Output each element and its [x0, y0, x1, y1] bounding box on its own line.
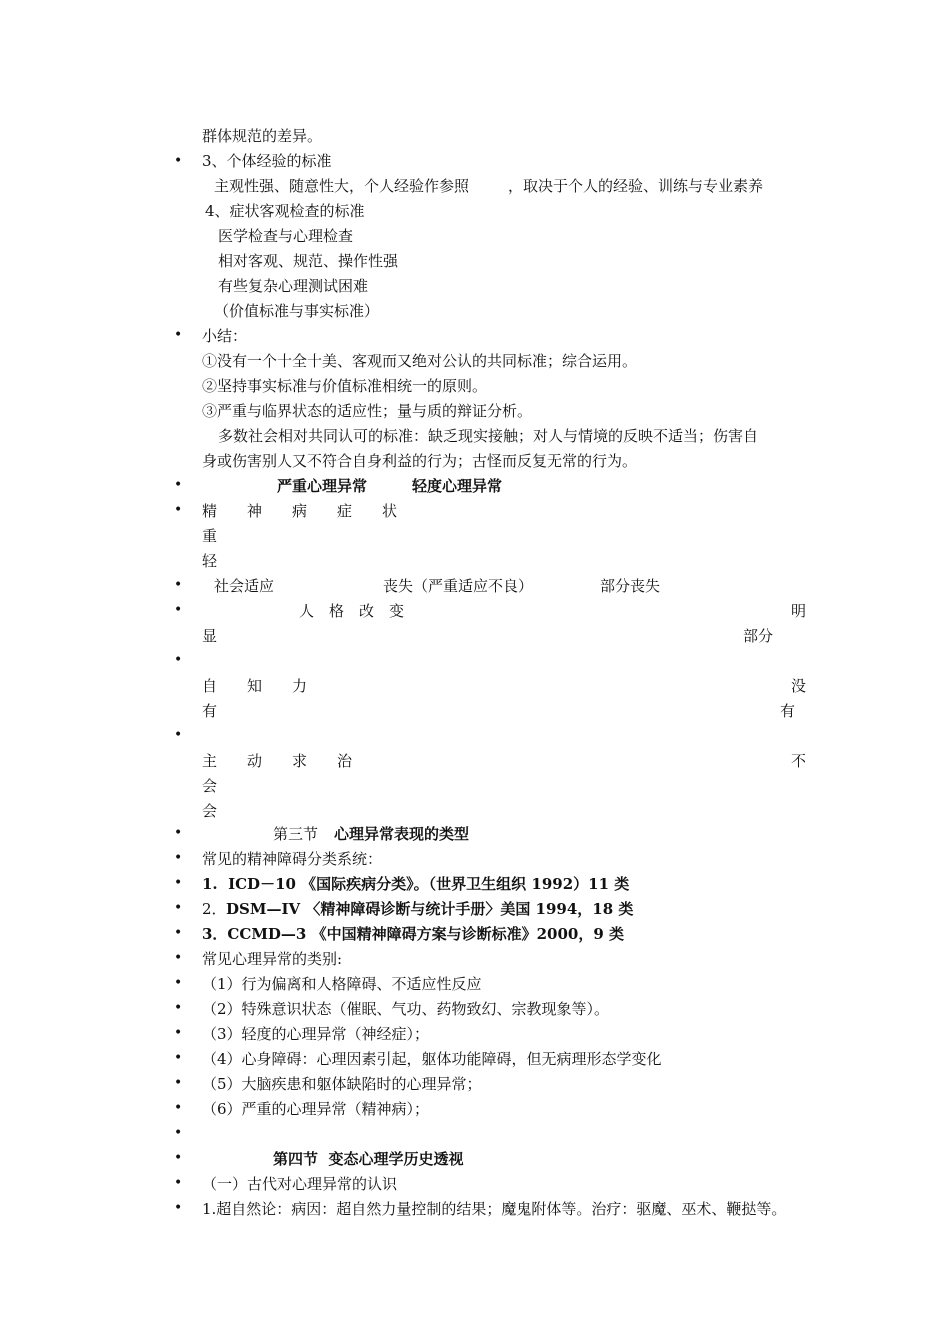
- bullet-marker: •: [174, 1025, 183, 1041]
- list-item: （2）特殊意识状态（催眠、气功、药物致幻、宗教现象等）。: [202, 1000, 610, 1018]
- list-item: （3）轻度的心理异常（神经症）；: [202, 1025, 430, 1043]
- table-cell: 丧失（严重适应不良）: [383, 577, 534, 595]
- table-row-label: 自 知 力: [202, 677, 308, 695]
- text-line: 1.超自然论：病因：超自然力量控制的结果；魔鬼附体等。治疗：驱魔、巫术、鞭挞等。: [202, 1200, 787, 1218]
- bullet-marker: •: [174, 577, 183, 593]
- bullet-marker: •: [174, 502, 183, 518]
- list-item: （1）行为偏离和人格障碍、不适应性反应: [202, 975, 482, 993]
- bullet-marker: •: [174, 727, 183, 743]
- text-line: 身或伤害别人又不符合自身利益的行为；古怪而反复无常的行为。: [202, 452, 638, 470]
- classification-icd: 1. ICD－10 《国际疾病分类》。（世界卫生组织 1992）11 类: [202, 875, 630, 893]
- table-cell: 部分: [743, 627, 774, 645]
- summary-point-2: ②坚持事实标准与价值标准相统一的原则。: [202, 377, 488, 395]
- table-cell: 会: [202, 777, 218, 795]
- bullet-marker: •: [174, 850, 183, 866]
- table-header-mild: 轻度心理异常: [412, 477, 503, 495]
- classification-dsm-number: 2．: [202, 900, 227, 918]
- text-line: （价值标准与事实标准）: [214, 302, 380, 320]
- table-cell: 显: [202, 627, 218, 645]
- table-cell: 有: [780, 702, 796, 720]
- bullet-marker: •: [174, 1150, 183, 1166]
- text-line: 常见的精神障碍分类系统：: [202, 850, 383, 868]
- text-line: 常见心理异常的类别:: [202, 950, 343, 968]
- table-cell: 轻: [202, 552, 218, 570]
- table-cell: 没: [791, 677, 807, 695]
- text-line: 群体规范的差异。: [202, 127, 323, 145]
- table-cell: 部分丧失: [600, 577, 661, 595]
- table-row-label: 社会适应: [214, 577, 275, 595]
- table-cell: 明: [791, 602, 807, 620]
- heading-individual-experience: 3、个体经验的标准: [202, 152, 332, 170]
- heading-symptom-check: 4、症状客观检查的标准: [205, 202, 365, 220]
- bullet-marker: •: [174, 1175, 183, 1191]
- bullet-marker: •: [174, 900, 183, 916]
- bullet-marker: •: [174, 1200, 183, 1216]
- bullet-marker: •: [174, 1100, 183, 1116]
- table-cell: 会: [202, 802, 218, 820]
- bullet-marker: •: [174, 925, 183, 941]
- table-header-severe: 严重心理异常: [277, 477, 368, 495]
- bullet-marker: •: [174, 1075, 183, 1091]
- bullet-marker: •: [174, 975, 183, 991]
- bullet-marker: •: [174, 875, 183, 891]
- section-3-title: 心理异常表现的类型: [334, 825, 470, 843]
- text-line: 有些复杂心理测试困难: [218, 277, 369, 295]
- table-row-label: 人 格 改 变: [299, 602, 405, 620]
- bullet-marker: •: [174, 477, 183, 493]
- text-line: 多数社会相对共同认可的标准：缺乏现实接触；对人与情境的反映不适当；伤害自: [218, 427, 759, 445]
- list-item: （5）大脑疾患和躯体缺陷时的心理异常；: [202, 1075, 482, 1093]
- table-row-label: 主 动 求 治: [202, 752, 353, 770]
- bullet-marker: •: [174, 950, 183, 966]
- bullet-marker: •: [174, 825, 183, 841]
- bullet-marker: •: [174, 1050, 183, 1066]
- bullet-marker: •: [174, 602, 183, 618]
- summary-point-3: ③严重与临界状态的适应性；量与质的辩证分析。: [202, 402, 533, 420]
- text-line: 医学检查与心理检查: [218, 227, 354, 245]
- bullet-marker: •: [174, 153, 183, 169]
- list-item: （4）心身障碍：心理因素引起，躯体功能障碍，但无病理形态学变化: [202, 1050, 662, 1068]
- section-3-label: 第三节: [273, 825, 319, 843]
- list-item: （6）严重的心理异常（精神病）；: [202, 1100, 430, 1118]
- bullet-marker: •: [174, 327, 183, 343]
- bullet-marker: •: [174, 652, 183, 668]
- bullet-marker: •: [174, 1125, 183, 1141]
- text-line: 相对客观、规范、操作性强: [218, 252, 399, 270]
- section-4-title: 第四节 变态心理学历史透视: [273, 1150, 464, 1168]
- table-cell: 重: [202, 527, 218, 545]
- bullet-marker: •: [174, 1000, 183, 1016]
- table-cell: 有: [202, 702, 218, 720]
- classification-ccmd: 3．CCMD—3 《中国精神障碍方案与诊断标准》2000，9 类: [202, 925, 624, 943]
- summary-heading: 小结：: [202, 327, 248, 345]
- table-row-label: 精 神 病 症 状: [202, 502, 398, 520]
- text-line: 主观性强、随意性大，个人经验作参照: [214, 177, 470, 195]
- classification-dsm: DSM—IV 〈精神障碍诊断与统计手册〉美国 1994，18 类: [226, 900, 634, 918]
- subsection-heading: （一）古代对心理异常的认识: [202, 1175, 398, 1193]
- text-line: ，取决于个人的经验、训练与专业素养: [508, 177, 764, 195]
- table-cell: 不: [791, 752, 807, 770]
- summary-point-1: ①没有一个十全十美、客观而又绝对公认的共同标准；综合运用。: [202, 352, 638, 370]
